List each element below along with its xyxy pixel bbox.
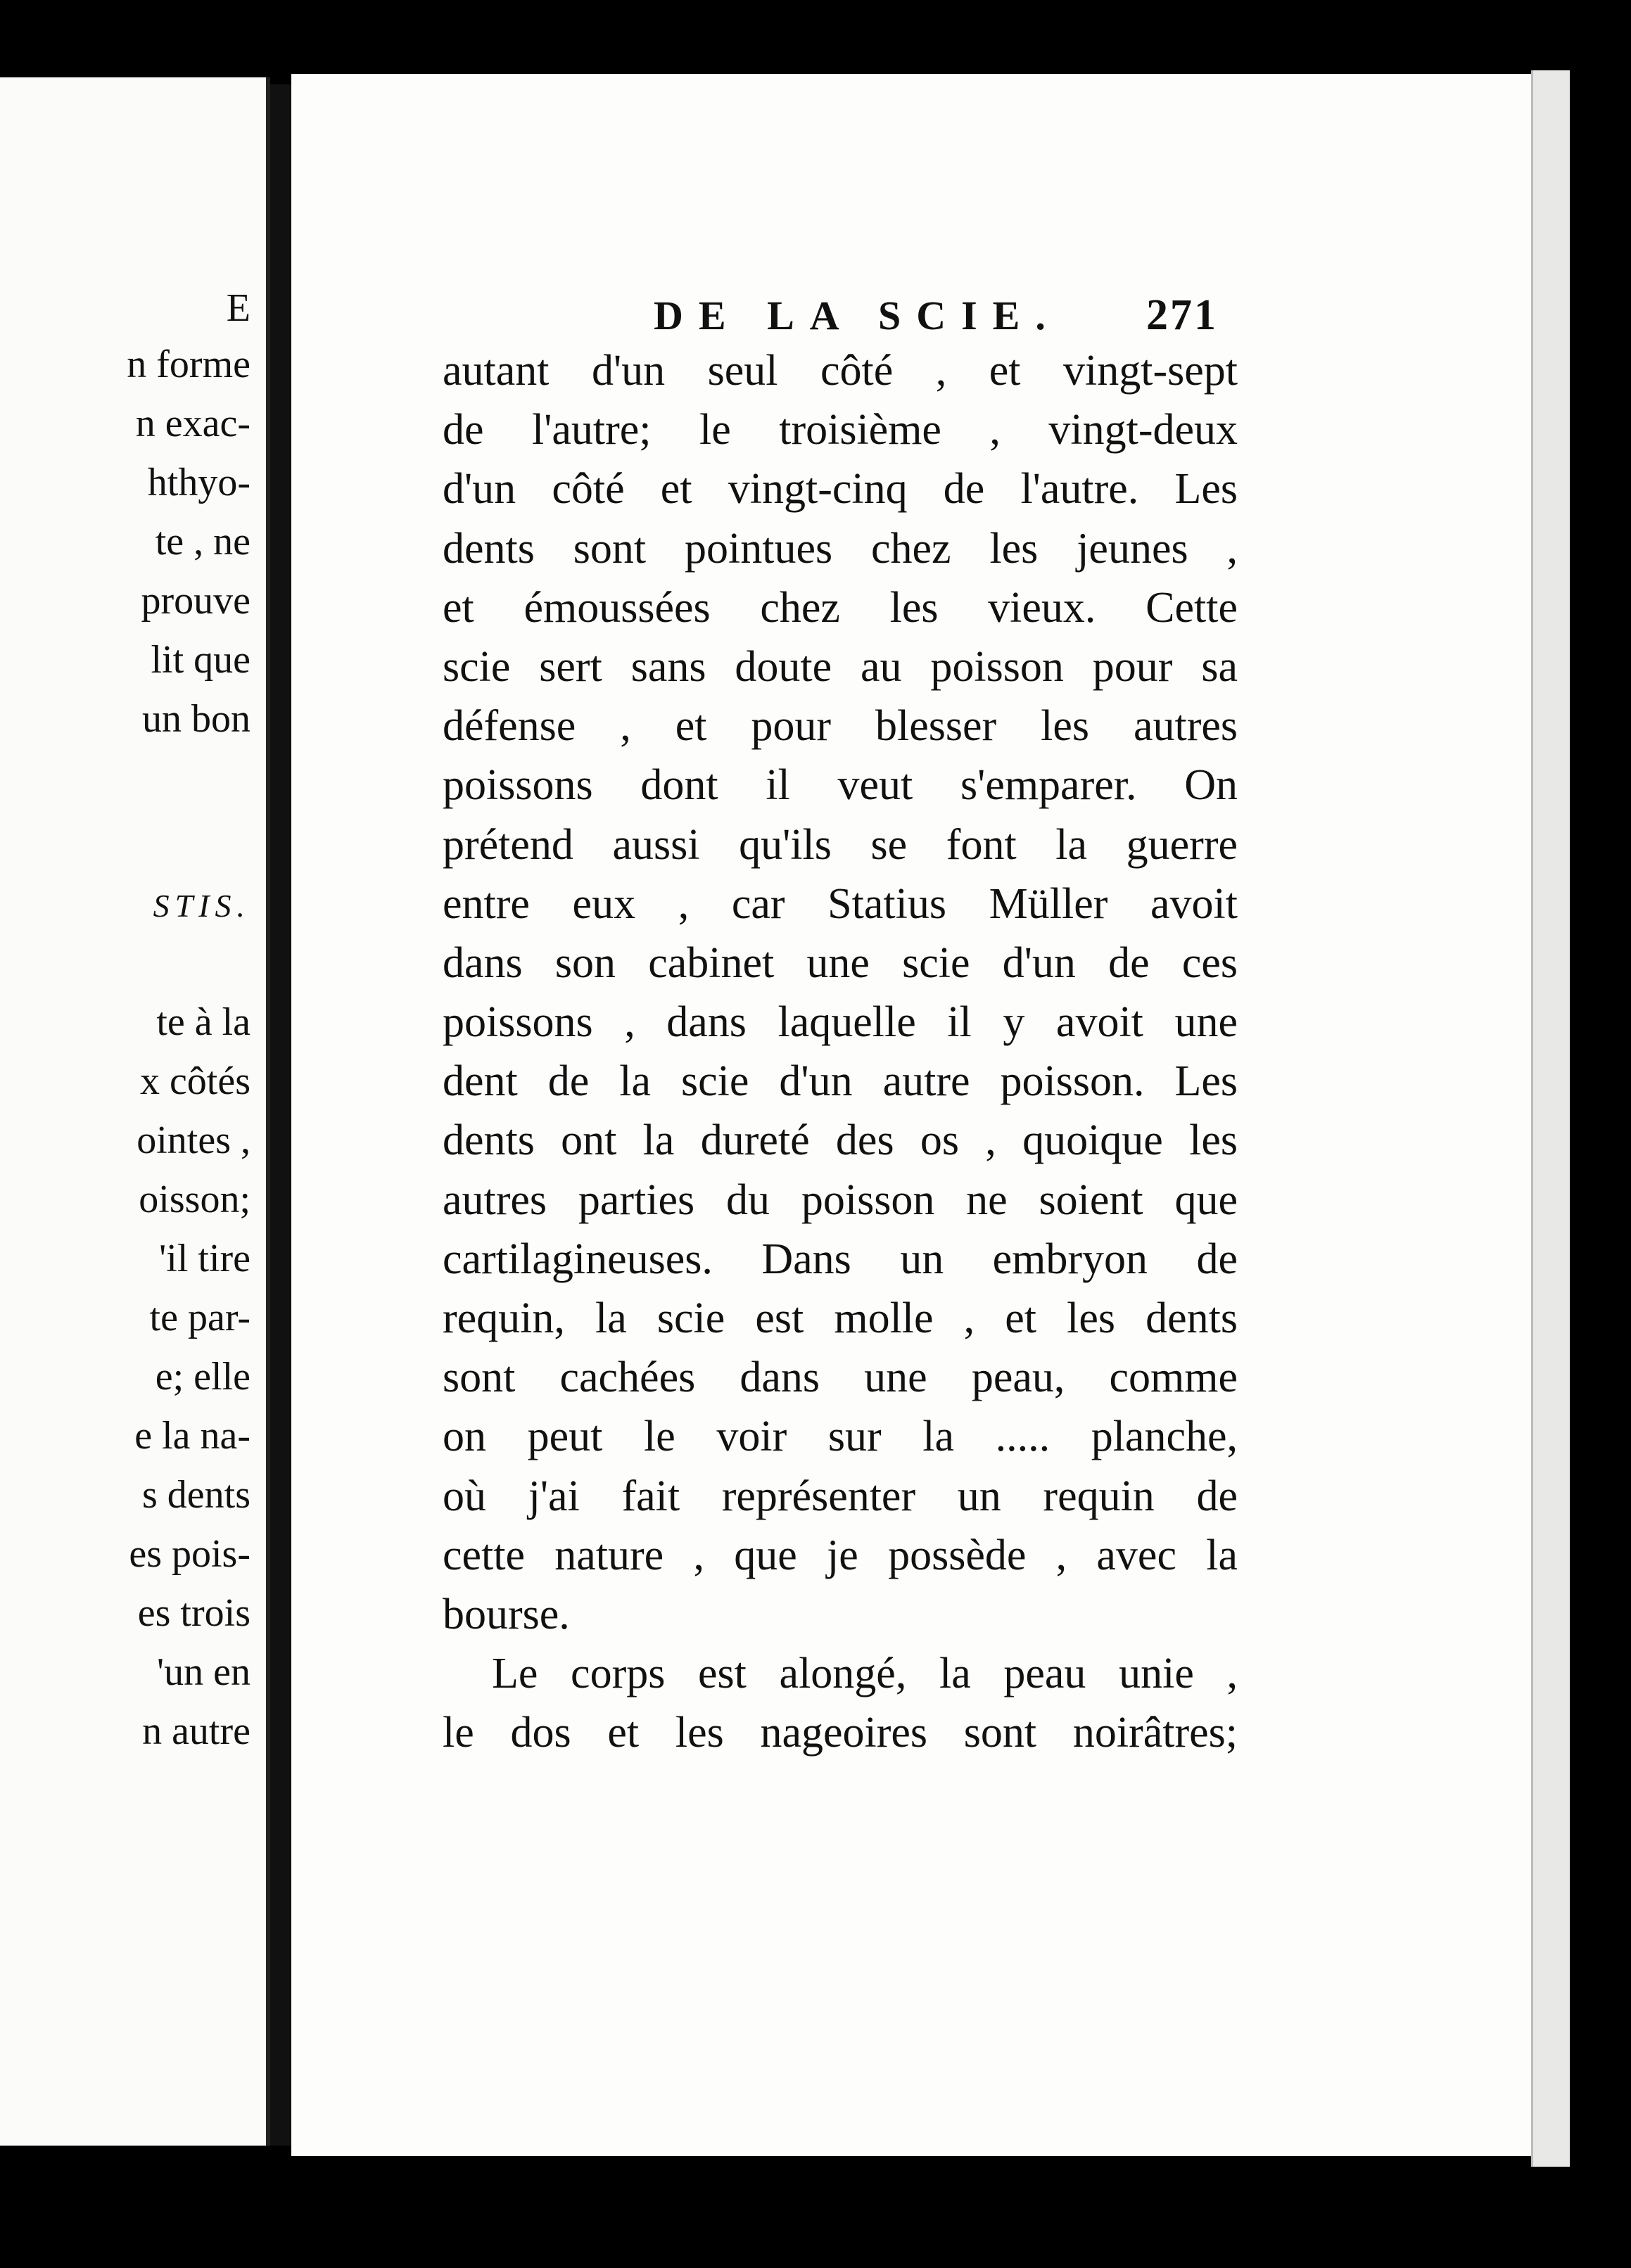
left-line: es pois-	[129, 1532, 250, 1576]
left-line: hthyo-	[147, 461, 250, 504]
page-edge	[1531, 70, 1570, 2167]
left-line: n autre	[142, 1709, 250, 1753]
left-line: prouve	[141, 579, 250, 623]
text-line: dents sont pointues chez les jeunes ,	[443, 524, 1238, 573]
text-line: dans son cabinet une scie d'un de ces	[443, 938, 1238, 987]
left-line: e la na-	[134, 1414, 250, 1458]
facing-page-left	[0, 77, 270, 2146]
text-line: poissons , dans laquelle il y avoit une	[443, 998, 1238, 1047]
left-line: ointes ,	[137, 1119, 250, 1162]
running-title: DE LA SCIE.	[654, 293, 1061, 338]
left-line: STIS.	[153, 888, 250, 924]
left-line: es trois	[137, 1591, 250, 1635]
text-line: entre eux , car Statius Müller avoit	[443, 879, 1238, 928]
text-line: requin, la scie est molle , et les dents	[443, 1294, 1238, 1342]
left-line: un bon	[142, 697, 250, 741]
body-text	[443, 341, 1238, 1763]
left-line: E	[226, 286, 250, 330]
left-line: n exac-	[135, 402, 250, 445]
text-line: le dos et les nageoires sont noirâtres;	[443, 1709, 1238, 1757]
page-number: 271	[1146, 291, 1218, 339]
text-line: scie sert sans doute au poisson pour sa	[443, 642, 1238, 691]
book-gutter	[270, 84, 291, 2146]
left-line: n forme	[127, 343, 250, 386]
text-line: d'un côté et vingt-cinq de l'autre. Les	[443, 465, 1238, 514]
left-line: te à la	[156, 1000, 250, 1044]
page-header	[291, 285, 1531, 348]
text-line: sont cachées dans une peau, comme	[443, 1353, 1238, 1402]
left-line: x côtés	[139, 1059, 250, 1103]
text-line: on peut le voir sur la ..... planche,	[443, 1413, 1238, 1461]
text-line: Le corps est alongé, la peau unie ,	[492, 1650, 1238, 1698]
text-line: de l'autre; le troisième , vingt-deux	[443, 406, 1238, 454]
text-line: où j'ai fait représenter un requin de	[443, 1472, 1238, 1520]
text-line: dents ont la dureté des os , quoique les	[443, 1116, 1238, 1165]
text-line: défense , et pour blesser les autres	[443, 702, 1238, 751]
text-line: autant d'un seul côté , et vingt-sept	[443, 347, 1238, 395]
left-line: te , ne	[155, 520, 250, 563]
text-line: cette nature , que je possède , avec la	[443, 1531, 1238, 1579]
left-line: lit que	[151, 638, 250, 682]
text-line: bourse.	[443, 1590, 570, 1638]
text-line: cartilagineuses. Dans un embryon de	[443, 1235, 1238, 1283]
text-line: autres parties du poisson ne soient que	[443, 1176, 1238, 1224]
left-line: 'un en	[157, 1650, 250, 1694]
text-line: et émoussées chez les vieux. Cette	[443, 583, 1238, 632]
left-line: te par-	[149, 1296, 250, 1339]
text-line: prétend aussi qu'ils se font la guerre	[443, 820, 1238, 869]
text-line: dent de la scie d'un autre poisson. Les	[443, 1057, 1238, 1106]
text-line: poissons dont il veut s'emparer. On	[443, 761, 1238, 810]
left-line: oisson;	[139, 1178, 250, 1221]
page-271	[291, 74, 1531, 2156]
left-line: 'il tire	[159, 1237, 250, 1280]
left-line: e; elle	[155, 1355, 250, 1399]
left-line: s dents	[142, 1473, 250, 1517]
